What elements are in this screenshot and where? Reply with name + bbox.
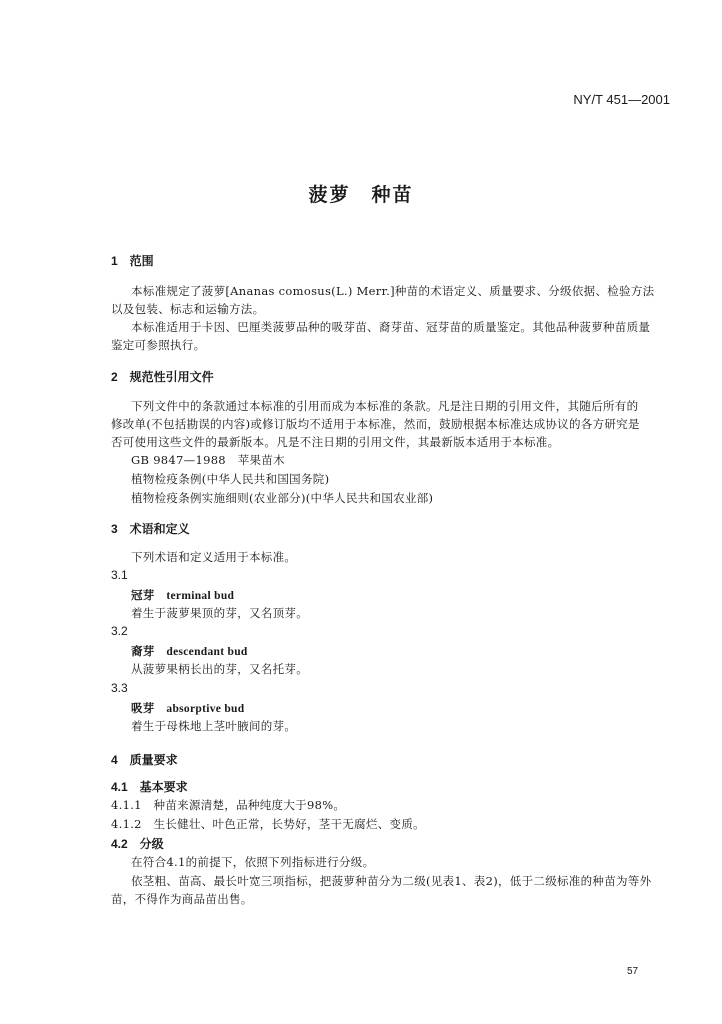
term-1-definition: 着生于菠萝果顶的芽，又名顶芽。 xyxy=(131,606,308,620)
section-4-2-para-2-line-1: 依茎粗、苗高、最长叶宽三项指标，把菠萝种苗分为二级(见表1、表2)，低于二级标准的种苗为等外 xyxy=(131,874,652,888)
reference-1: GB 9847—1988 苹果苗木 xyxy=(131,453,285,467)
page-number: 57 xyxy=(627,966,639,977)
term-2-name: 裔芽 descendant bud xyxy=(131,646,248,658)
term-3-definition: 着生于母株地上茎叶腋间的芽。 xyxy=(131,719,297,733)
section-2-para-line-1: 下列文件中的条款通过本标准的引用而成为本标准的条款。凡是注日期的引用文件，其随后所有的 xyxy=(131,399,639,413)
reference-3: 植物检疫条例实施细则(农业部分)(中华人民共和国农业部) xyxy=(131,491,434,505)
section-1-para-1-line-1: 本标准规定了菠萝[Ananas comosus(L.) Merr.]种苗的术语定义、质量要求、分级依据、检验方法 xyxy=(131,284,655,298)
section-2-para-line-2: 修改单(不包括勘误的内容)或修订版均不适用于本标准，然而，鼓励根据本标准达成协议的各方研究是 xyxy=(111,417,640,431)
section-1-heading: 1 范围 xyxy=(111,254,154,268)
section-3-intro: 下列术语和定义适用于本标准。 xyxy=(131,550,297,564)
subsection-4-2-heading: 4.2 分级 xyxy=(111,837,164,851)
term-3-name: 吸芽 absorptive bud xyxy=(131,703,245,715)
term-2-definition: 从菠萝果柄长出的芽，又名托芽。 xyxy=(131,662,308,676)
term-2-number: 3.2 xyxy=(111,624,128,638)
section-2-heading: 2 规范性引用文件 xyxy=(111,370,214,384)
section-2-para-line-3: 否可使用这些文件的最新版本。凡是不注日期的引用文件，其最新版本适用于本标准。 xyxy=(111,435,560,449)
section-1-para-2-line-2: 鉴定可参照执行。 xyxy=(111,338,206,352)
term-1-name: 冠芽 terminal bud xyxy=(131,590,235,602)
section-4-heading: 4 质量要求 xyxy=(111,753,178,767)
document-title: 菠萝 种苗 xyxy=(308,184,414,206)
section-1-para-2-line-1: 本标准适用于卡因、巴厘类菠萝品种的吸芽苗、裔芽苗、冠芽苗的质量鉴定。其他品种菠萝种苗质量 xyxy=(131,320,651,334)
subsection-4-1-heading: 4.1 基本要求 xyxy=(111,780,188,794)
section-3-heading: 3 术语和定义 xyxy=(111,522,190,536)
term-3-number: 3.3 xyxy=(111,681,128,695)
section-4-2-para-2-line-2: 苗，不得作为商品苗出售。 xyxy=(111,892,253,906)
item-4-1-2: 4.1.2 生长健壮、叶色正常，长势好，茎干无腐烂、变质。 xyxy=(111,817,425,831)
section-4-2-para-1: 在符合4.1的前提下，依照下列指标进行分级。 xyxy=(131,855,375,869)
item-4-1-1: 4.1.1 种苗来源清楚，品种纯度大于98%。 xyxy=(111,798,346,812)
section-1-para-1-line-2: 以及包装、标志和运输方法。 xyxy=(111,302,265,316)
standard-code: NY/T 451—2001 xyxy=(573,92,670,107)
reference-2: 植物检疫条例(中华人民共和国国务院) xyxy=(131,472,330,486)
term-1-number: 3.1 xyxy=(111,568,128,582)
